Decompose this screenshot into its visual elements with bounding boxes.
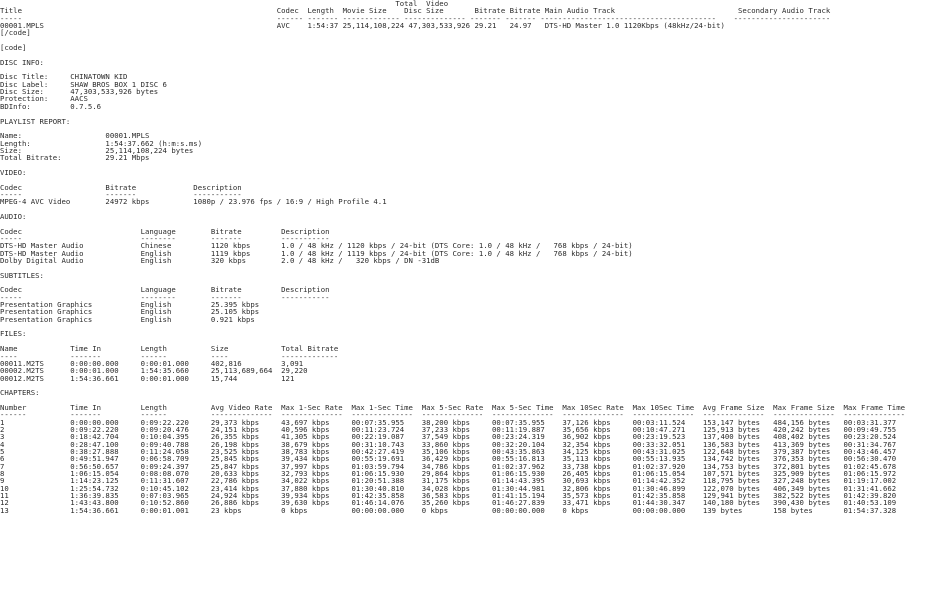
report-line: FILES:: [0, 329, 27, 339]
report-line: Disc Title: CHINATOWN KID: [0, 72, 128, 82]
report-line: ----- -------- ------- -----------: [0, 292, 330, 302]
report-line: 9 1:14:23.125 0:11:31.607 22,786 kbps 34,022 kbps 01:20:51.388 31,175 kbps 01:14:43.395 30,693 kbps 01:14:42.352 118,795 bytes 327,248 bytes 01:19:17.002: [0, 476, 897, 486]
report-line: PLAYLIST REPORT:: [0, 116, 71, 126]
report-line: Disc Size: 47,303,533,926 bytes: [0, 87, 159, 97]
report-line: CHAPTERS:: [0, 388, 40, 398]
report-line: [code]: [0, 43, 27, 53]
report-line: 4 0:28:47.100 0:09:40.788 26,198 kbps 38,679 kbps 00:31:10.743 33,860 kbps 00:32:20.104 32,354 kbps 00:33:32.051 136,583 bytes 413,369 bytes 00:31:34.767: [0, 439, 897, 449]
report-line: Title Codec Length Movie Size Disc Size Bitrate Bitrate Main Audio Track Secondary Audio Track: [0, 6, 831, 16]
report-line: 13 1:54:36.661 0:00:01.001 23 kbps 0 kbps 00:00:00.000 0 kbps 00:00:00.000 0 kbps 00:00:00.000 139 bytes 158 bytes 01:54:37.328: [0, 505, 897, 515]
report-line: Disc Label: SHAW BROS BOX 1 DISC 6: [0, 79, 167, 89]
report-line: Size: 25,114,108,224 bytes: [0, 145, 194, 155]
report-line: 1 0:00:00.000 0:09:22.220 29,373 kbps 43,697 kbps 00:07:35.955 38,200 kbps 00:07:35.955 37,126 kbps 00:03:11.524 153,147 bytes 484,156 bytes 00:03:31.377: [0, 417, 897, 427]
report-line: Dolby Digital Audio English 320 kbps 2.0 / 48 kHz / 320 kbps / DN -31dB: [0, 256, 440, 266]
report-line: ---- ------- ------ ---- -------------: [0, 351, 339, 361]
report-line: Codec Language Bitrate Description: [0, 226, 330, 236]
report-line: 00011.M2TS 0:00:00.000 0:00:01.000 402,816 3,091: [0, 358, 304, 368]
report-line: 00001.MPLS AVC 1:54:37 25,114,108,224 47,303,533,926 29.21 24.97 DTS-HD Master 1.0 1120Kbps (48kHz/24-bit): [0, 21, 725, 31]
report-line: DTS-HD Master Audio Chinese 1120 kbps 1.0 / 48 kHz / 1120 kbps / 24-bit (DTS Core: 1.0 / 48 kHz / 768 kbps / 24-bit): [0, 241, 633, 251]
report-line: VIDEO:: [0, 167, 27, 177]
report-line: 00002.M2TS 0:00:01.000 1:54:35.660 25,113,689,664 29,220: [0, 366, 308, 376]
report-line: ----- ------ ------- ------------- -------------- ------- ------- ---------------------------------------- ----------------------: [0, 13, 831, 23]
report-line: Number Time In Length Avg Video Rate Max 1-Sec Rate Max 1-Sec Time Max 5-Sec Rate Max 5-Sec Time Max 10Sec Rate Max 10Sec Time Avg Frame Size Max Frame Size Max Frame Time: [0, 402, 905, 412]
report-line: ----- -------- ------- -----------: [0, 234, 330, 243]
report-line: 6 0:49:51.947 0:06:58.709 25,845 kbps 39,434 kbps 00:55:19.691 36,429 kbps 00:55:16.813 35,113 kbps 00:55:13.935 134,742 bytes 376,353 bytes 00:56:30.470: [0, 454, 897, 464]
report-line: Codec Bitrate Description: [0, 182, 242, 192]
report-line: 10 1:25:54.732 0:10:45.102 23,414 kbps 37,880 kbps 01:30:40.810 34,028 kbps 01:30:44.981 32,806 kbps 01:30:46.899 122,070 bytes 406,349 bytes 01:31:41.662: [0, 483, 897, 493]
report-line: SUBTITLES:: [0, 270, 44, 280]
report-line: DISC INFO:: [0, 57, 44, 67]
report-line: ----- ------- -----------: [0, 189, 242, 199]
report-line: 7 0:56:50.657 0:09:24.397 25,847 kbps 37,997 kbps 01:03:59.794 34,786 kbps 01:02:37.962 33,738 kbps 01:02:37.920 134,753 bytes 372,801 bytes 01:02:45.678: [0, 461, 897, 471]
report-line: 2 0:09:22.220 0:09:20.476 24,151 kbps 40,596 kbps 00:11:23.724 37,233 kbps 00:11:19.887 35,656 kbps 00:10:47.271 125,913 bytes 420,242 bytes 00:09:49.755: [0, 424, 897, 434]
report-line: Length: 1:54:37.662 (h:m:s.ms): [0, 138, 203, 148]
report-line: Presentation Graphics English 0.921 kbps: [0, 314, 255, 324]
report-line: Total Bitrate: 29.21 Mbps: [0, 153, 150, 163]
report-line: Codec Language Bitrate Description: [0, 285, 330, 295]
report-line: Name Time In Length Size Total Bitrate: [0, 344, 339, 354]
report-line: 11 1:36:39.835 0:07:03.965 24,924 kbps 39,934 kbps 01:42:35.858 36,583 kbps 01:41:15.194 35,573 kbps 01:42:35.858 129,941 bytes 382,522 bytes 01:42:39.820: [0, 491, 897, 501]
report-line: 5 0:38:27.888 0:11:24.058 23,525 kbps 38,783 kbps 00:42:27.419 35,106 kbps 00:43:35.863 34,125 kbps 00:43:31.025 122,648 bytes 379,387 bytes 00:43:46.457: [0, 446, 897, 456]
report-line: 8 1:06:15.054 0:08:08.070 20,633 kbps 32,793 kbps 01:06:15.930 29,864 kbps 01:06:15.930 26,405 kbps 01:06:15.054 107,571 bytes 325,909 bytes 01:06:15.972: [0, 469, 897, 478]
report-line: 12 1:43:43.800 0:10:52.860 26,886 kbps 39,630 kbps 01:46:14.076 35,260 kbps 01:46:27.839 33,471 kbps 01:44:30.347 140,180 bytes 390,430 bytes 01:40:53.109: [0, 498, 897, 508]
report-line: 3 0:18:42.704 0:10:04.395 26,355 kbps 41,305 kbps 00:22:19.087 37,549 kbps 00:23:24.319 36,902 kbps 00:23:19.523 137,400 bytes 408,402 bytes 00:23:20.524: [0, 432, 897, 442]
report-line: AUDIO:: [0, 211, 27, 221]
report-line: Protection: AACS: [0, 94, 88, 104]
report-line: DTS-HD Master Audio English 1119 kbps 1.0 / 48 kHz / 1119 kbps / 24-bit (DTS Core: 1.0 / 48 kHz / 768 kbps / 24-bit): [0, 248, 633, 258]
report-line: Total Video: [0, 0, 449, 8]
report-line: Name: 00001.MPLS: [0, 131, 150, 141]
report-line: MPEG-4 AVC Video 24972 kbps 1080p / 23.976 fps / 16:9 / High Profile 4.1: [0, 197, 387, 207]
report-line: Presentation Graphics English 25.395 kbps: [0, 300, 260, 310]
report-line: BDInfo: 0.7.5.6: [0, 101, 102, 111]
report-line: ------ ------- ------ -------------- -------------- -------------- -------------- -------------- -------------- -------------- -------------- -------------- --------------: [0, 410, 905, 420]
report-line: [/code]: [0, 28, 31, 38]
report-line: 00012.M2TS 1:54:36.661 0:00:01.000 15,744 121: [0, 373, 295, 383]
report-line: Presentation Graphics English 25.105 kbps: [0, 307, 260, 317]
